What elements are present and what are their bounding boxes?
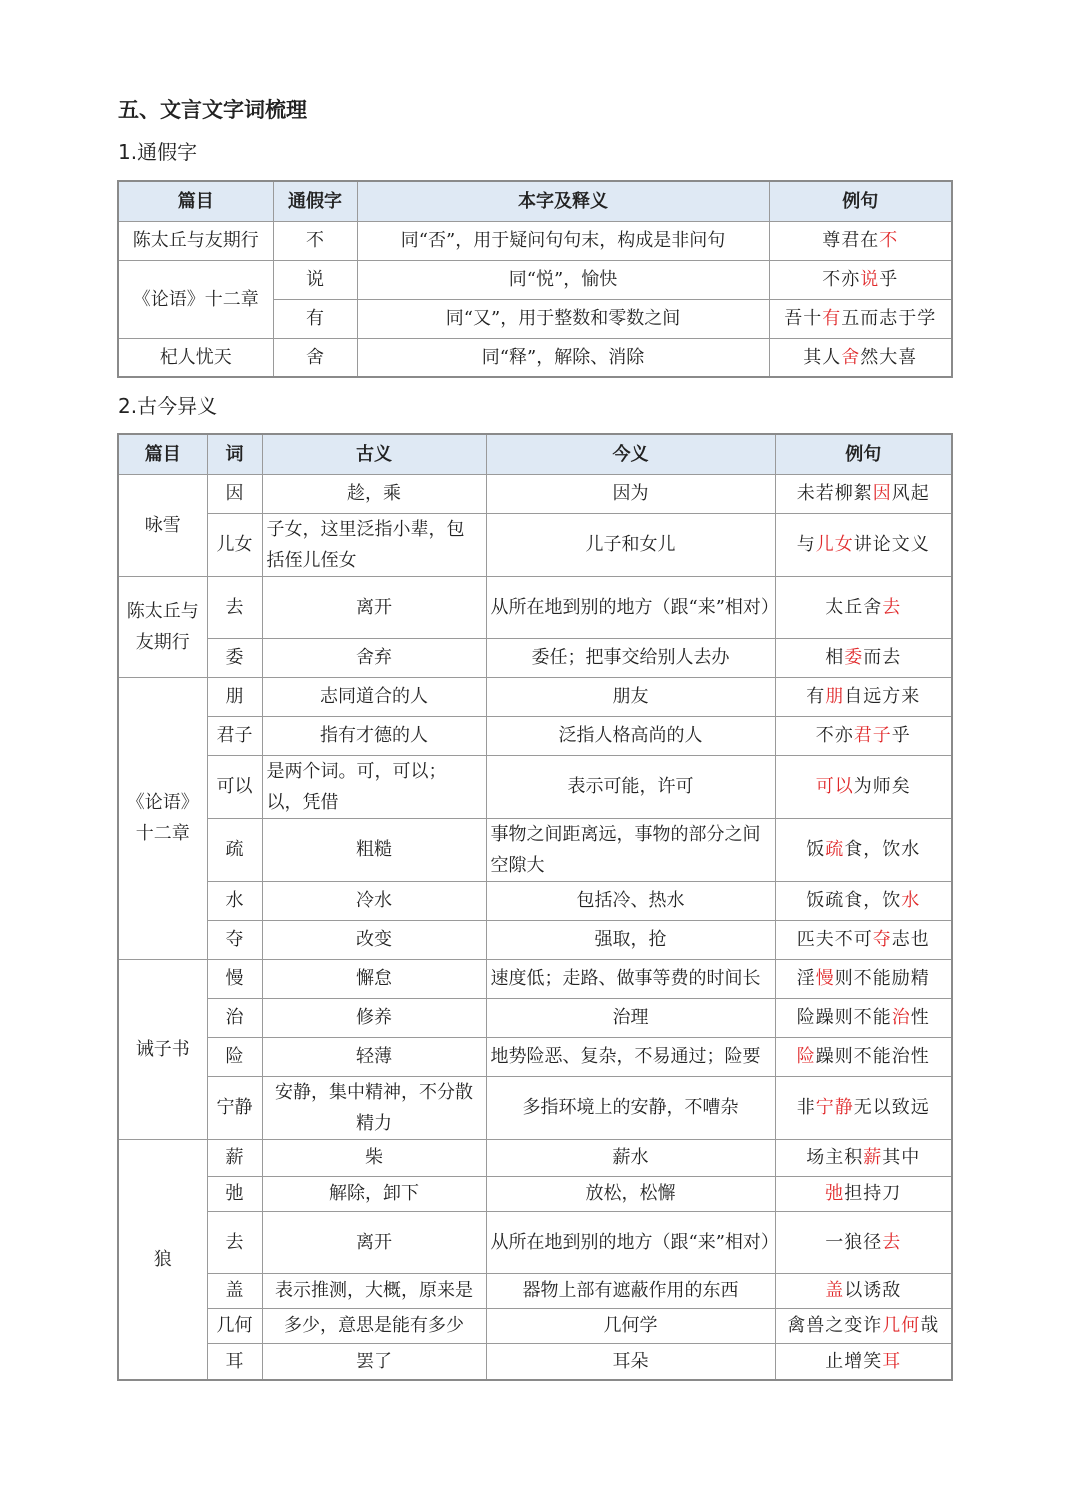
ancient-meaning-cell: 志同道合的人 [262, 677, 486, 716]
ancient-meaning-cell: 离开 [262, 576, 486, 638]
table-row [118, 1273, 952, 1308]
word-cell: 君子 [207, 716, 262, 755]
example-text: 一狼径 [825, 1231, 883, 1253]
example-cell [775, 998, 952, 1037]
char-cell: 不 [273, 221, 357, 260]
ancient-meaning-cell: 舍弃 [262, 638, 486, 677]
table-row [118, 818, 952, 881]
modern-meaning-cell: 从所在地到别的地方（跟“来”相对） [486, 576, 775, 638]
char-cell: 舍 [273, 338, 357, 377]
ancient-meaning-cell: 冷水 [262, 881, 486, 920]
example-cell [775, 1343, 952, 1380]
table-row [118, 260, 952, 299]
example-text: 无以致远 [853, 1097, 930, 1118]
example-text: 与 [796, 534, 816, 555]
table-row [118, 1037, 952, 1076]
example-text: 险躁则不能 [796, 1007, 892, 1028]
modern-meaning-cell: 包括冷、热水 [486, 881, 775, 920]
example-cell [775, 576, 952, 638]
word-cell: 几何 [207, 1308, 262, 1343]
highlight-text: 不 [879, 230, 899, 251]
header-cell: 例句 [769, 181, 952, 221]
example-text: 乎 [879, 269, 899, 290]
meaning-cell: 同“悦”，愉快 [357, 260, 769, 299]
example-text: 淫 [796, 968, 816, 989]
example-text: 自远方来 [844, 686, 921, 707]
modern-meaning-cell: 朋友 [486, 677, 775, 716]
modern-meaning-cell: 儿子和女儿 [486, 513, 775, 576]
example-cell [775, 474, 952, 513]
modern-meaning-cell: 放松，松懈 [486, 1176, 775, 1211]
word-cell: 委 [207, 638, 262, 677]
modern-meaning-cell: 表示可能，许可 [486, 755, 775, 818]
modern-meaning-cell: 薪水 [486, 1139, 775, 1176]
modern-meaning-cell: 委任；把事交给别人去办 [486, 638, 775, 677]
page-title: 五、文言文字词梳理 [118, 98, 307, 122]
example-text: 性 [910, 1007, 930, 1028]
table-row [118, 221, 952, 260]
ancient-meaning-cell: 柴 [262, 1139, 486, 1176]
piece-cell: 杞人忧天 [118, 338, 273, 377]
highlight-text: 有 [822, 308, 842, 329]
ancient-meaning-cell: 多少，意思是能有多少 [262, 1308, 486, 1343]
example-cell [775, 1037, 952, 1076]
highlight-text: 盖 [825, 1280, 845, 1301]
example-text: 然大喜 [860, 346, 918, 368]
word-cell: 去 [207, 576, 262, 638]
header-cell: 例句 [775, 434, 952, 474]
example-text: 饭疏食，饮 [806, 890, 902, 911]
table-row [118, 1139, 952, 1176]
example-text: 讲论文义 [853, 534, 930, 555]
table-row [118, 1308, 952, 1343]
modern-meaning-cell: 器物上部有遮蔽作用的东西 [486, 1273, 775, 1308]
header-cell: 篇目 [118, 181, 273, 221]
table-row [118, 755, 952, 818]
highlight-text: 委 [844, 647, 864, 668]
ancient-meaning-cell: 修养 [262, 998, 486, 1037]
highlight-text: 几何 [882, 1315, 921, 1336]
table-row [118, 677, 952, 716]
table-row [118, 959, 952, 998]
header-cell: 通假字 [273, 181, 357, 221]
piece-cell: 狼 [118, 1139, 207, 1380]
example-text: 以诱敌 [844, 1280, 902, 1301]
word-cell: 宁静 [207, 1076, 262, 1139]
piece-cell: 陈太丘与友期行 [118, 576, 207, 677]
highlight-text: 宁静 [815, 1097, 854, 1118]
piece-cell: 《论语》十二章 [118, 260, 273, 338]
highlight-text: 疏 [825, 839, 845, 860]
modern-meaning-cell: 几何学 [486, 1308, 775, 1343]
highlight-text: 夺 [872, 929, 892, 950]
table-row [118, 576, 952, 638]
ancient-meaning-cell: 安静，集中精神，不分散精力 [262, 1076, 486, 1139]
example-text: 食，饮水 [844, 839, 921, 860]
table-row [118, 513, 952, 576]
char-cell: 说 [273, 260, 357, 299]
example-cell [775, 716, 952, 755]
example-cell [775, 1076, 952, 1139]
word-cell: 因 [207, 474, 262, 513]
header-cell: 今义 [486, 434, 775, 474]
word-cell: 可以 [207, 755, 262, 818]
example-cell [775, 959, 952, 998]
example-cell [775, 677, 952, 716]
highlight-text: 可以 [815, 776, 854, 797]
modern-meaning-cell: 治理 [486, 998, 775, 1037]
table-row [118, 1076, 952, 1139]
table-row [118, 881, 952, 920]
example-cell [775, 1308, 952, 1343]
gujinyiyi-table [117, 433, 953, 1381]
example-text: 五而志于学 [841, 308, 937, 329]
highlight-text: 儿女 [815, 534, 854, 555]
table-row [118, 920, 952, 959]
example-text: 风起 [891, 483, 930, 504]
modern-meaning-cell: 事物之间距离远，事物的部分之间空隙大 [486, 818, 775, 881]
example-text: 不亦 [822, 269, 861, 290]
example-text: 躁则不能治性 [815, 1046, 930, 1067]
highlight-text: 水 [901, 890, 921, 911]
example-text: 吾十 [784, 308, 823, 329]
example-text: 不亦 [815, 725, 854, 746]
ancient-meaning-cell: 罢了 [262, 1343, 486, 1380]
highlight-text: 去 [882, 596, 902, 618]
word-cell: 盖 [207, 1273, 262, 1308]
ancient-meaning-cell: 轻薄 [262, 1037, 486, 1076]
example-cell [769, 299, 952, 338]
table-row [118, 1343, 952, 1380]
example-cell [775, 818, 952, 881]
example-text: 太丘舍 [825, 596, 883, 618]
word-cell: 慢 [207, 959, 262, 998]
word-cell: 耳 [207, 1343, 262, 1380]
example-text: 则不能励精 [834, 968, 930, 989]
example-cell [775, 1273, 952, 1308]
ancient-meaning-cell: 子女，这里泛指小辈，包括侄儿侄女 [262, 513, 486, 576]
example-text: 其中 [882, 1147, 921, 1168]
table-header-row [118, 181, 952, 221]
table-row [118, 638, 952, 677]
example-text: 饭 [806, 839, 826, 860]
ancient-meaning-cell: 解除，卸下 [262, 1176, 486, 1211]
table-header-row [118, 434, 952, 474]
example-text: 有 [806, 686, 826, 707]
example-text: 尊君在 [822, 230, 880, 251]
modern-meaning-cell: 速度低；走路、做事等费的时间长 [486, 959, 775, 998]
example-cell [775, 755, 952, 818]
table-row [118, 716, 952, 755]
example-text: 非 [796, 1097, 816, 1118]
example-cell [775, 638, 952, 677]
header-cell: 古义 [262, 434, 486, 474]
word-cell: 险 [207, 1037, 262, 1076]
example-text: 匹夫不可 [796, 929, 873, 950]
table-row [118, 1176, 952, 1211]
example-text: 担持刀 [844, 1183, 902, 1204]
table-row [118, 1211, 952, 1273]
piece-cell: 诫子书 [118, 959, 207, 1139]
modern-meaning-cell: 泛指人格高尚的人 [486, 716, 775, 755]
example-cell [775, 1139, 952, 1176]
highlight-text: 君子 [853, 725, 892, 746]
example-text: 止增笑 [825, 1350, 883, 1372]
word-cell: 弛 [207, 1176, 262, 1211]
word-cell: 朋 [207, 677, 262, 716]
meaning-cell: 同“释”，解除、消除 [357, 338, 769, 377]
header-cell: 本字及释义 [357, 181, 769, 221]
ancient-meaning-cell: 表示推测，大概，原来是 [262, 1273, 486, 1308]
ancient-meaning-cell: 懈怠 [262, 959, 486, 998]
highlight-text: 险 [796, 1046, 816, 1067]
word-cell: 夺 [207, 920, 262, 959]
example-text: 未若柳絮 [796, 483, 873, 504]
example-text: 志也 [891, 929, 930, 950]
example-cell [769, 260, 952, 299]
example-cell [775, 1211, 952, 1273]
ancient-meaning-cell: 离开 [262, 1211, 486, 1273]
modern-meaning-cell: 多指环境上的安静，不嘈杂 [486, 1076, 775, 1139]
modern-meaning-cell: 地势险恶、复杂，不易通过；险要 [486, 1037, 775, 1076]
highlight-text: 朋 [825, 686, 845, 707]
header-cell: 篇目 [118, 434, 207, 474]
table-row [118, 338, 952, 377]
highlight-text: 舍 [841, 346, 861, 368]
example-text: 禽兽之变诈 [787, 1315, 883, 1336]
modern-meaning-cell: 强取，抢 [486, 920, 775, 959]
highlight-text: 薪 [863, 1147, 883, 1168]
example-cell [775, 1176, 952, 1211]
header-cell: 词 [207, 434, 262, 474]
example-text: 其人 [803, 346, 842, 368]
word-cell: 去 [207, 1211, 262, 1273]
highlight-text: 去 [882, 1231, 902, 1253]
piece-cell: 陈太丘与友期行 [118, 221, 273, 260]
highlight-text: 说 [860, 269, 880, 290]
word-cell: 薪 [207, 1139, 262, 1176]
table-row [118, 474, 952, 513]
modern-meaning-cell: 从所在地到别的地方（跟“来”相对） [486, 1211, 775, 1273]
meaning-cell: 同“否”，用于疑问句句末，构成是非问句 [357, 221, 769, 260]
section-title-tongjiazi: 1.通假字 [118, 140, 198, 164]
highlight-text: 因 [872, 483, 892, 504]
highlight-text: 耳 [882, 1350, 902, 1372]
example-text: 场主积 [806, 1147, 864, 1168]
example-text: 为师矣 [853, 776, 911, 797]
word-cell: 疏 [207, 818, 262, 881]
modern-meaning-cell: 耳朵 [486, 1343, 775, 1380]
example-text: 相 [825, 647, 845, 668]
example-cell [775, 513, 952, 576]
char-cell: 有 [273, 299, 357, 338]
example-cell [769, 338, 952, 377]
ancient-meaning-cell: 指有才德的人 [262, 716, 486, 755]
example-text: 而去 [863, 647, 902, 668]
word-cell: 治 [207, 998, 262, 1037]
ancient-meaning-cell: 粗糙 [262, 818, 486, 881]
example-text: 哉 [920, 1315, 940, 1336]
modern-meaning-cell: 因为 [486, 474, 775, 513]
example-text: 乎 [891, 725, 911, 746]
highlight-text: 慢 [815, 968, 835, 989]
highlight-text: 弛 [825, 1183, 845, 1204]
example-cell [775, 881, 952, 920]
example-cell [769, 221, 952, 260]
word-cell: 儿女 [207, 513, 262, 576]
highlight-text: 治 [891, 1007, 911, 1028]
ancient-meaning-cell: 是两个词。可，可以；以，凭借 [262, 755, 486, 818]
piece-cell: 《论语》十二章 [118, 677, 207, 959]
table-row [118, 998, 952, 1037]
example-cell [775, 920, 952, 959]
piece-cell: 咏雪 [118, 474, 207, 576]
tongjiazi-table [117, 180, 953, 378]
ancient-meaning-cell: 改变 [262, 920, 486, 959]
ancient-meaning-cell: 趁，乘 [262, 474, 486, 513]
meaning-cell: 同“又”，用于整数和零数之间 [357, 299, 769, 338]
word-cell: 水 [207, 881, 262, 920]
section-title-gujinyiyi: 2.古今异义 [118, 394, 218, 418]
